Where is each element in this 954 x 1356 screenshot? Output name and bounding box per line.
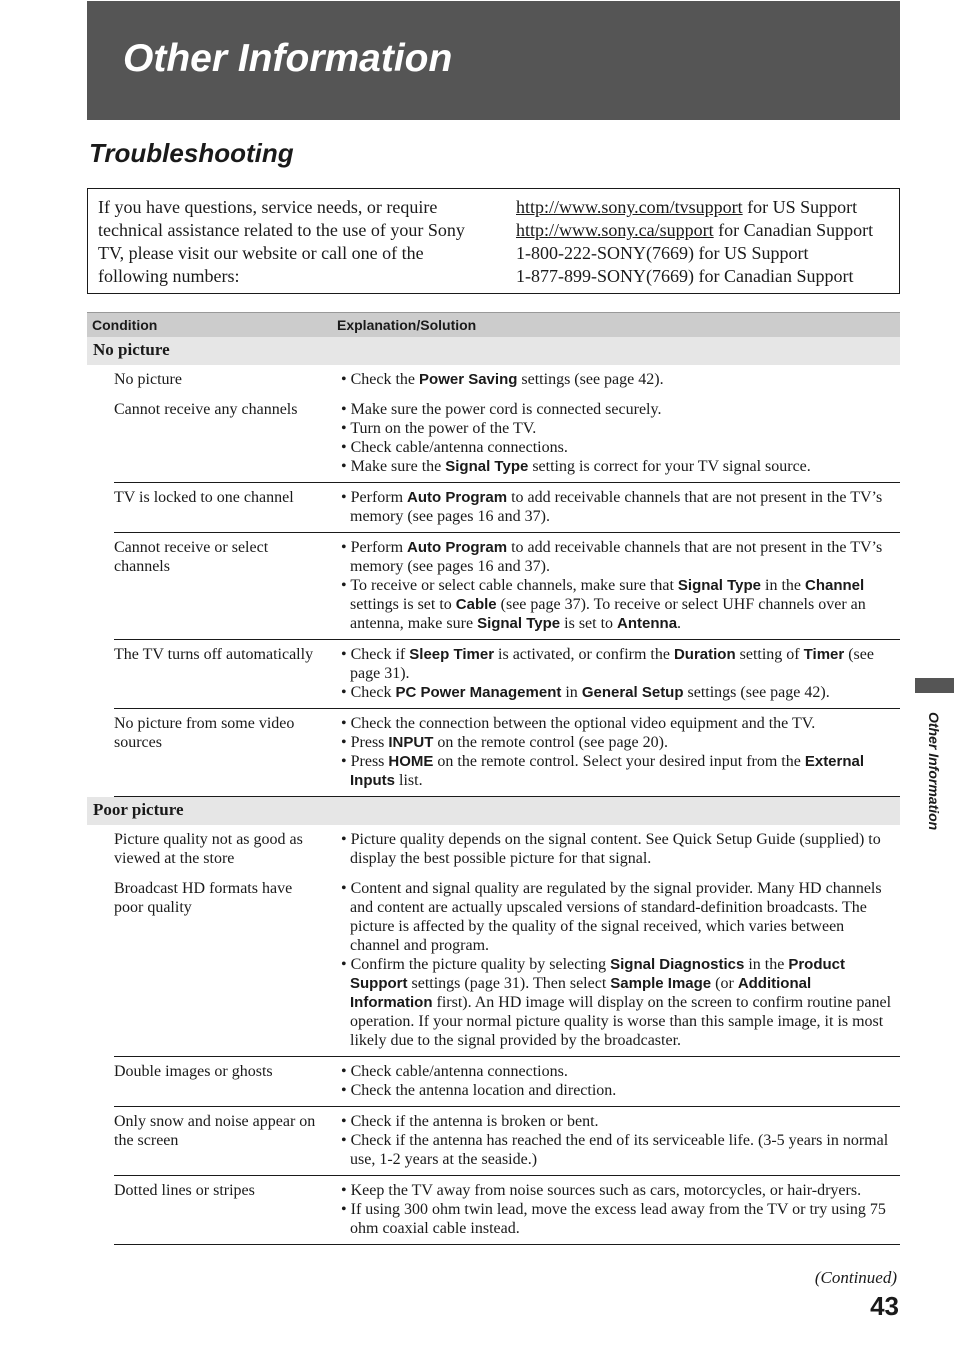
solution-text: (see page 37). To receive or select UHF channels over an antenna, make sure	[350, 596, 866, 632]
setting-keyword: Product Support	[350, 956, 845, 992]
section-title: Troubleshooting	[89, 138, 294, 168]
table-row	[87, 533, 900, 640]
group-row	[87, 797, 900, 826]
solution-item: • Check if Sleep Timer is activated, or confirm the Duration setting of Timer (see page 31).	[341, 646, 874, 682]
solution-cell	[331, 483, 900, 533]
condition-cell: No picture from some video sources	[87, 709, 331, 797]
setting-keyword: Additional Information	[350, 975, 812, 1011]
support-line	[516, 265, 901, 288]
setting-keyword: Duration	[673, 646, 736, 663]
solution-item: • If using 300 ohm twin lead, move the excess lead away from the TV or try using 75 ohm coaxial cable instead.	[341, 1201, 886, 1237]
condition-cell: Broadcast HD formats have poor quality	[87, 874, 331, 1057]
solution-text: Press	[350, 734, 389, 751]
solution-text: Picture quality depends on the signal content. See Quick Setup Guide (supplied) to display the best possible picture for that signal.	[350, 831, 881, 867]
condition-cell: TV is locked to one channel	[87, 483, 331, 533]
table-row	[87, 709, 900, 797]
solution-item: • Confirm the picture quality by selecting Signal Diagnostics in the Product Support settings (page 31). Then select Sample Image (or Additional Information first). An HD image will display on the screen to confirm routine panel operation. If your normal picture quality is worse than this sample image, it is most likely due to the signal provided by the broadcaster.	[341, 956, 892, 1049]
solution-text: Check if	[350, 646, 410, 663]
setting-keyword: Sample Image	[610, 975, 712, 992]
setting-keyword: External Inputs	[350, 753, 865, 789]
solution-text: If using 300 ohm twin lead, move the excess lead away from the TV or try using 75 ohm coaxial cable instead.	[350, 1201, 886, 1237]
support-link[interactable]: http://www.sony.com/tvsupport	[516, 197, 743, 217]
setting-keyword: Power Saving	[419, 371, 518, 388]
solution-item: • Keep the TV away from noise sources such as cars, motorcycles, or hair-dryers.	[341, 1182, 862, 1199]
solution-text: Check if the antenna is broken or bent.	[350, 1113, 599, 1130]
table-row	[87, 1107, 900, 1176]
solution-text: To receive or select cable channels, make sure that	[350, 577, 678, 594]
setting-keyword: PC Power Management	[395, 684, 562, 701]
setting-keyword: Signal Type	[445, 458, 529, 475]
solution-text: (see page 31).	[350, 646, 874, 682]
condition-cell: Only snow and noise appear on the screen	[87, 1107, 331, 1176]
solution-text: (or	[711, 975, 738, 992]
solution-text: first). An HD image will display on the screen to confirm routine panel operation. If your normal picture quality is worse than this sample image, it is most likely due to the signal provided by the broadcaster.	[350, 994, 892, 1049]
support-line-text: for Canadian Support	[713, 220, 874, 240]
table-row	[87, 365, 900, 395]
solution-list	[341, 830, 896, 868]
support-line	[516, 242, 901, 265]
page-number: 43	[870, 1291, 899, 1321]
table-body	[87, 337, 900, 1245]
solution-text: Keep the TV away from noise sources such as cars, motorcycles, or hair-dryers.	[350, 1182, 862, 1199]
solution-text: is set to	[560, 615, 618, 632]
setting-keyword: Signal Type	[677, 577, 761, 594]
solution-text: on the remote control (see page 20).	[433, 734, 668, 751]
setting-keyword: HOME	[388, 753, 434, 770]
solution-item: • To receive or select cable channels, make sure that Signal Type in the Channel settings is set to Cable (see page 37). To receive or select UHF channels over an antenna, make sure Signal Type is set to Antenna.	[341, 577, 866, 632]
solution-item: • Turn on the power of the TV.	[341, 420, 537, 437]
support-line	[516, 196, 901, 219]
setting-keyword: Auto Program	[407, 489, 508, 506]
setting-keyword: Channel	[805, 577, 865, 594]
solution-text: Check cable/antenna connections.	[350, 1063, 568, 1080]
chapter-title: Other Information	[123, 37, 453, 80]
support-intro: If you have questions, service needs, or require technical assistance related to the use of your Sony TV, please visit our website or call one of the following numbers:	[98, 197, 465, 286]
setting-keyword: Auto Program	[407, 539, 508, 556]
solution-text: Turn on the power of the TV.	[350, 420, 537, 437]
solution-text: settings (see page 42).	[683, 684, 830, 701]
table-row	[87, 640, 900, 709]
support-link[interactable]: http://www.sony.ca/support	[516, 220, 714, 240]
solution-item: • Perform Auto Program to add receivable channels that are not present in the TV’s memory (see pages 16 and 37).	[341, 489, 883, 525]
solution-text: Confirm the picture quality by selecting	[350, 956, 611, 973]
setting-keyword: Signal Type	[477, 615, 561, 632]
support-contact-list	[516, 196, 901, 288]
solution-list	[341, 714, 896, 790]
table-row	[87, 483, 900, 533]
solution-cell	[331, 1107, 900, 1176]
solution-text: settings (page 31). Then select	[407, 975, 611, 992]
solution-item: • Perform Auto Program to add receivable channels that are not present in the TV’s memory (see pages 16 and 37).	[341, 539, 883, 575]
column-header-solution: Explanation/Solution	[331, 313, 900, 338]
side-tab-label: Other Information	[926, 712, 942, 831]
solution-text: Check the connection between the optional video equipment and the TV.	[350, 715, 816, 732]
group-title: No picture	[87, 337, 900, 365]
table-row	[87, 1176, 900, 1245]
solution-text: Check	[350, 684, 396, 701]
solution-cell	[331, 825, 900, 874]
continued-note: (Continued)	[814, 1268, 897, 1287]
solution-text: Perform	[350, 539, 408, 556]
solution-text: in the	[761, 577, 805, 594]
solution-item: • Check PC Power Management in General Setup settings (see page 42).	[341, 684, 830, 701]
support-line-text: for US Support	[742, 197, 858, 217]
table-row	[87, 395, 900, 483]
solution-item: • Check if the antenna has reached the end of its serviceable life. (3-5 years in normal use, 1-2 years at the seaside.)	[341, 1132, 889, 1168]
troubleshooting-table	[87, 312, 900, 1245]
condition-cell: No picture	[114, 371, 182, 388]
side-tab-marker	[915, 678, 954, 693]
table-row	[87, 874, 900, 1057]
solution-item: • Content and signal quality are regulated by the signal provider. Many HD channels and content are actually upscaled versions of standard-definition broadcasts. The picture is affected by the quality of the signal received, which varies between channel and program.	[341, 880, 882, 954]
solution-item: • Picture quality depends on the signal content. See Quick Setup Guide (supplied) to display the best possible picture for that signal.	[341, 831, 881, 867]
solution-list	[341, 538, 896, 633]
solution-cell	[331, 874, 900, 1057]
solution-text: settings is set to	[350, 596, 456, 613]
solution-item: • Check cable/antenna connections.	[341, 439, 568, 456]
group-title: Poor picture	[87, 797, 900, 826]
solution-list	[341, 370, 896, 389]
solution-text: on the remote control. Select your desired input from the	[433, 753, 805, 770]
chapter-header-band	[87, 1, 900, 120]
solution-text: settings (see page 42).	[517, 371, 664, 388]
solution-text: Perform	[350, 489, 408, 506]
condition-cell: Cannot receive any channels	[87, 395, 331, 483]
solution-list	[341, 879, 896, 1050]
solution-text: in	[561, 684, 582, 701]
solution-text: Check cable/antenna connections.	[350, 439, 568, 456]
support-line	[516, 219, 901, 242]
solution-text: Make sure the	[350, 458, 446, 475]
solution-list	[341, 645, 896, 702]
solution-list	[341, 400, 896, 476]
solution-text: Make sure the power cord is connected securely.	[350, 401, 662, 418]
solution-list	[341, 1181, 896, 1238]
solution-text: is activated, or confirm the	[494, 646, 674, 663]
solution-list	[341, 1062, 896, 1100]
setting-keyword: Signal Diagnostics	[610, 956, 745, 973]
solution-text: setting of	[735, 646, 804, 663]
solution-text: Content and signal quality are regulated by the signal provider. Many HD channels and content are actually upscaled versions of standard-definition broadcasts. The picture is affected by the quality of the signal received, which varies between channel and program.	[350, 880, 882, 954]
solution-cell	[331, 640, 900, 709]
solution-item: • Press INPUT on the remote control (see page 20).	[341, 734, 668, 751]
setting-keyword: Antenna	[617, 615, 678, 632]
solution-cell	[331, 395, 900, 483]
solution-text: to add receivable channels that are not present in the TV’s memory (see pages 16 and 37).	[350, 489, 883, 525]
solution-cell	[331, 1176, 900, 1245]
solution-item: • Check the connection between the optional video equipment and the TV.	[341, 715, 816, 732]
solution-text: list.	[395, 772, 423, 789]
condition-cell: Cannot receive or select channels	[87, 533, 331, 640]
solution-cell	[331, 365, 900, 395]
solution-text: in the	[744, 956, 789, 973]
solution-cell	[331, 533, 900, 640]
setting-keyword: INPUT	[388, 734, 434, 751]
solution-item: • Press HOME on the remote control. Select your desired input from the External Inputs list.	[341, 753, 865, 789]
solution-item: • Check the Power Saving settings (see page 42).	[341, 371, 664, 388]
condition-cell: Picture quality not as good as viewed at the store	[114, 831, 303, 867]
solution-item: • Make sure the Signal Type setting is correct for your TV signal source.	[341, 458, 811, 475]
solution-cell	[331, 1057, 900, 1107]
table-header-row	[87, 313, 900, 338]
condition-cell: Dotted lines or stripes	[87, 1176, 331, 1245]
solution-text: Check if the antenna has reached the end of its serviceable life. (3-5 years in normal use, 1-2 years at the seaside.)	[350, 1132, 889, 1168]
solution-list	[341, 488, 896, 526]
solution-text: setting is correct for your TV signal source.	[528, 458, 811, 475]
condition-cell: Double images or ghosts	[87, 1057, 331, 1107]
solution-item: • Make sure the power cord is connected securely.	[341, 401, 662, 418]
solution-text: Press	[350, 753, 389, 770]
condition-cell: The TV turns off automatically	[87, 640, 331, 709]
setting-keyword: Sleep Timer	[409, 646, 495, 663]
solution-text: to add receivable channels that are not present in the TV’s memory (see pages 16 and 37).	[350, 539, 883, 575]
setting-keyword: Cable	[455, 596, 497, 613]
solution-item: • Check cable/antenna connections.	[341, 1063, 568, 1080]
solution-text: Check the antenna location and direction.	[350, 1082, 617, 1099]
table-row	[87, 825, 900, 874]
support-line-text: 1-800-222-SONY(7669) for US Support	[516, 243, 809, 263]
column-header-condition: Condition	[87, 313, 331, 338]
support-line-text: 1-877-899-SONY(7669) for Canadian Support	[516, 266, 854, 286]
solution-list	[341, 1112, 896, 1169]
table-row	[87, 1057, 900, 1107]
group-row	[87, 337, 900, 365]
solution-item: • Check if the antenna is broken or bent.	[341, 1113, 599, 1130]
setting-keyword: General Setup	[581, 684, 684, 701]
solution-text: .	[677, 615, 682, 632]
solution-cell	[331, 709, 900, 797]
solution-text: Check the	[350, 371, 420, 388]
setting-keyword: Timer	[803, 646, 845, 663]
support-info-box	[87, 188, 900, 294]
solution-item: • Check the antenna location and direction.	[341, 1082, 617, 1099]
